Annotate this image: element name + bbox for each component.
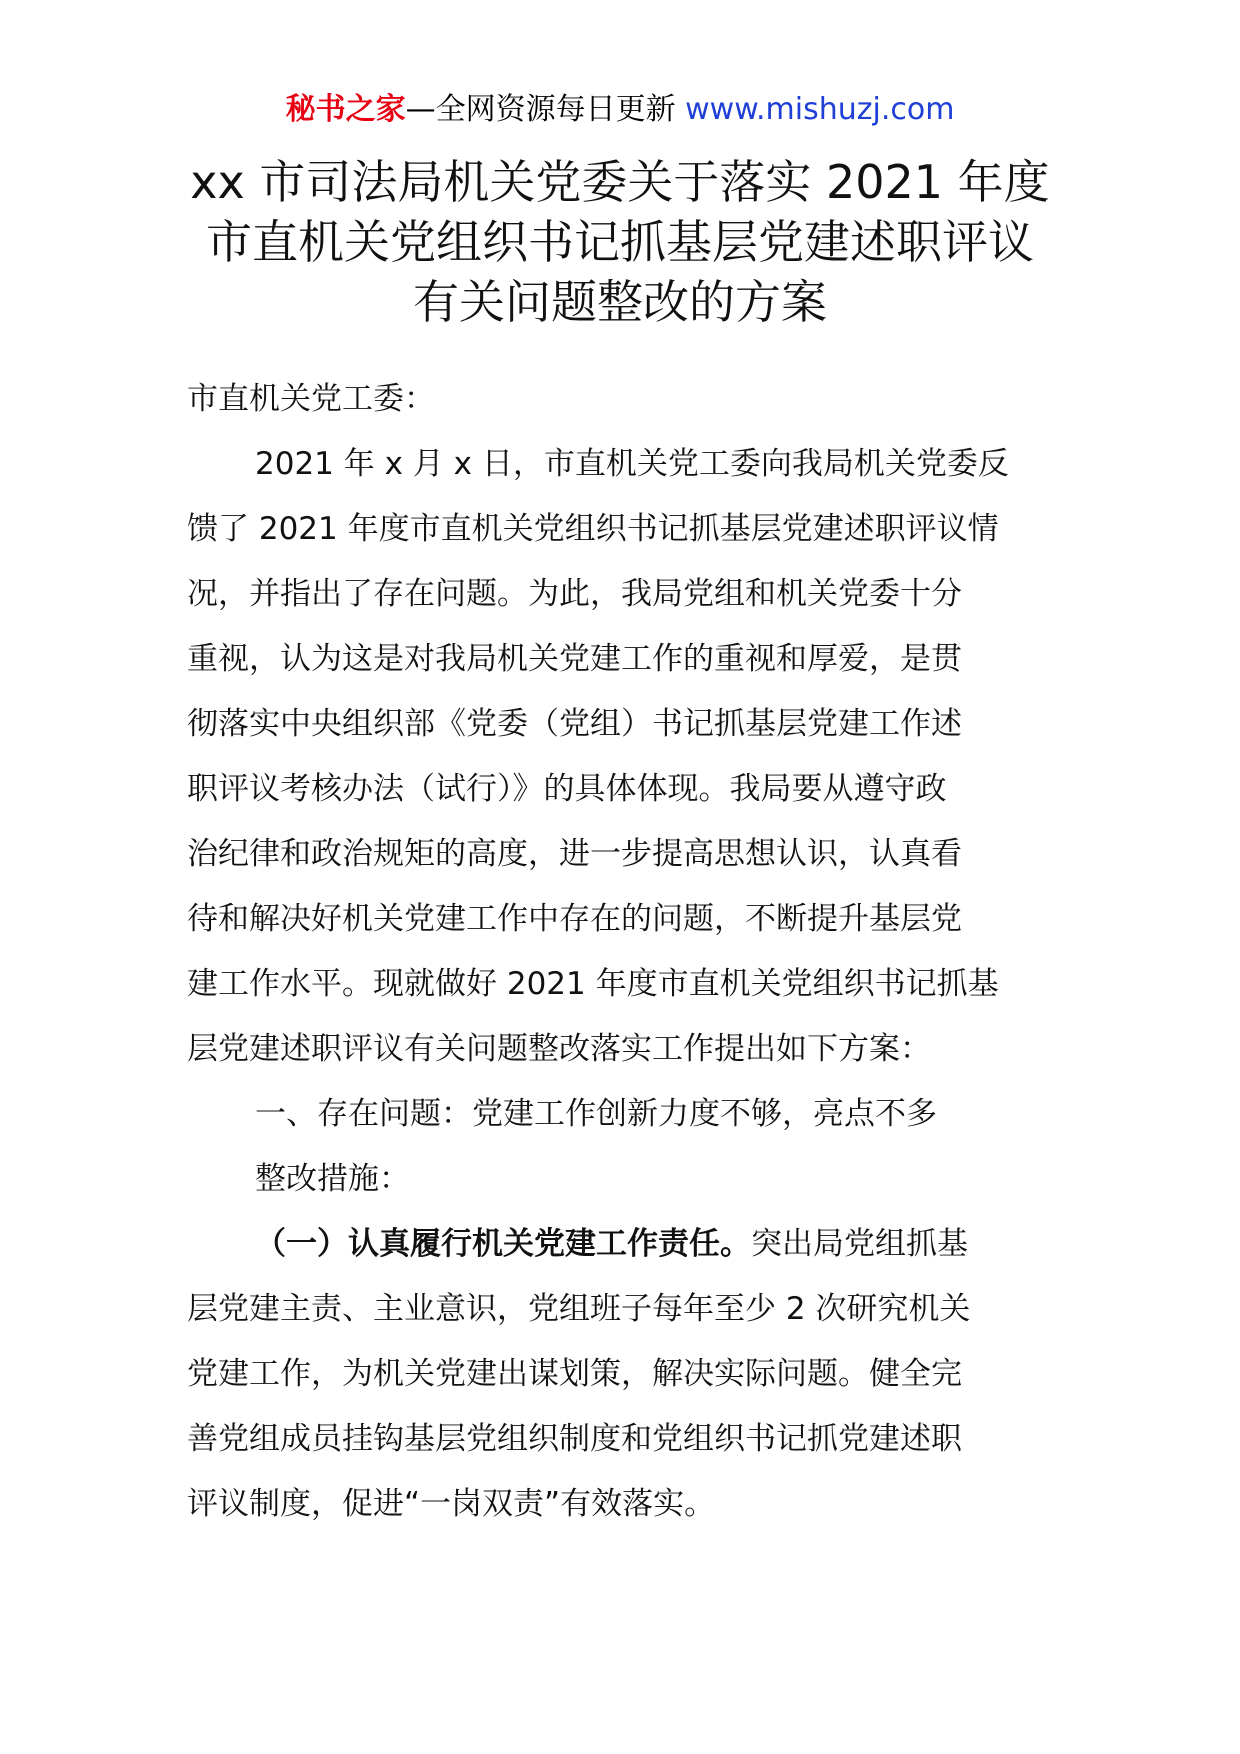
paragraph-line: 建工作水平。现就做好 2021 年度市直机关党组织书记抓基 bbox=[187, 966, 999, 1002]
paragraph-line: 善党组成员挂钩基层党组织制度和党组织书记抓党建述职 bbox=[187, 1421, 962, 1457]
paragraph-line: 2021 年 x 月 x 日，市直机关党工委向我局机关党委反 bbox=[255, 446, 1009, 482]
paragraph-line: 况，并指出了存在问题。为此，我局党组和机关党委十分 bbox=[187, 576, 962, 612]
paragraph-line: 重视，认为这是对我局机关党建工作的重视和厚爱，是贯 bbox=[187, 641, 962, 677]
measure-paragraph bbox=[187, 1212, 1059, 1537]
paragraph-line: 评议制度，促进“一岗双责”有效落实。 bbox=[187, 1486, 716, 1522]
intro-paragraph bbox=[187, 432, 1059, 1082]
document-body bbox=[187, 367, 1059, 1537]
paragraph-line: 馈了 2021 年度市直机关党组织书记抓基层党建述职评议情 bbox=[187, 511, 999, 547]
measure-first-line bbox=[187, 1212, 1059, 1277]
salutation: 市直机关党工委： bbox=[187, 381, 435, 417]
brand-name: 秘书之家 bbox=[285, 92, 406, 127]
site-url-link[interactable]: www.mishuzj.com bbox=[685, 92, 955, 127]
title-line: xx 市司法局机关党委关于落实 2021 年度 bbox=[190, 155, 1050, 209]
site-banner bbox=[0, 88, 1240, 132]
measure-bold-lead: （一）认真履行机关党建工作责任。 bbox=[255, 1226, 751, 1262]
paragraph-line: 彻落实中央组织部《党委（党组）书记抓基层党建工作述 bbox=[187, 706, 962, 742]
paragraph-line: 治纪律和政治规矩的高度，进一步提高思想认识，认真看 bbox=[187, 836, 962, 872]
banner-slogan: —全网资源每日更新 bbox=[405, 92, 686, 127]
measures-label: 整改措施： bbox=[255, 1161, 410, 1197]
issue-heading: 一、存在问题：党建工作创新力度不够，亮点不多 bbox=[255, 1096, 937, 1132]
title-line: 市直机关党组织书记抓基层党建述职评议 bbox=[206, 215, 1034, 269]
paragraph-line: 层党建述职评议有关问题整改落实工作提出如下方案： bbox=[187, 1031, 931, 1067]
paragraph-line: 待和解决好机关党建工作中存在的问题，不断提升基层党 bbox=[187, 901, 962, 937]
document-title bbox=[160, 152, 1080, 332]
title-line: 有关问题整改的方案 bbox=[413, 275, 827, 329]
paragraph-line: 层党建主责、主业意识，党组班子每年至少 2 次研究机关 bbox=[187, 1291, 971, 1327]
paragraph-line: 党建工作，为机关党建出谋划策，解决实际问题。健全完 bbox=[187, 1356, 962, 1392]
paragraph-line: 职评议考核办法（试行）》的具体体现。我局要从遵守政 bbox=[187, 771, 947, 807]
measure-first-line-rest: 突出局党组抓基 bbox=[751, 1226, 968, 1262]
